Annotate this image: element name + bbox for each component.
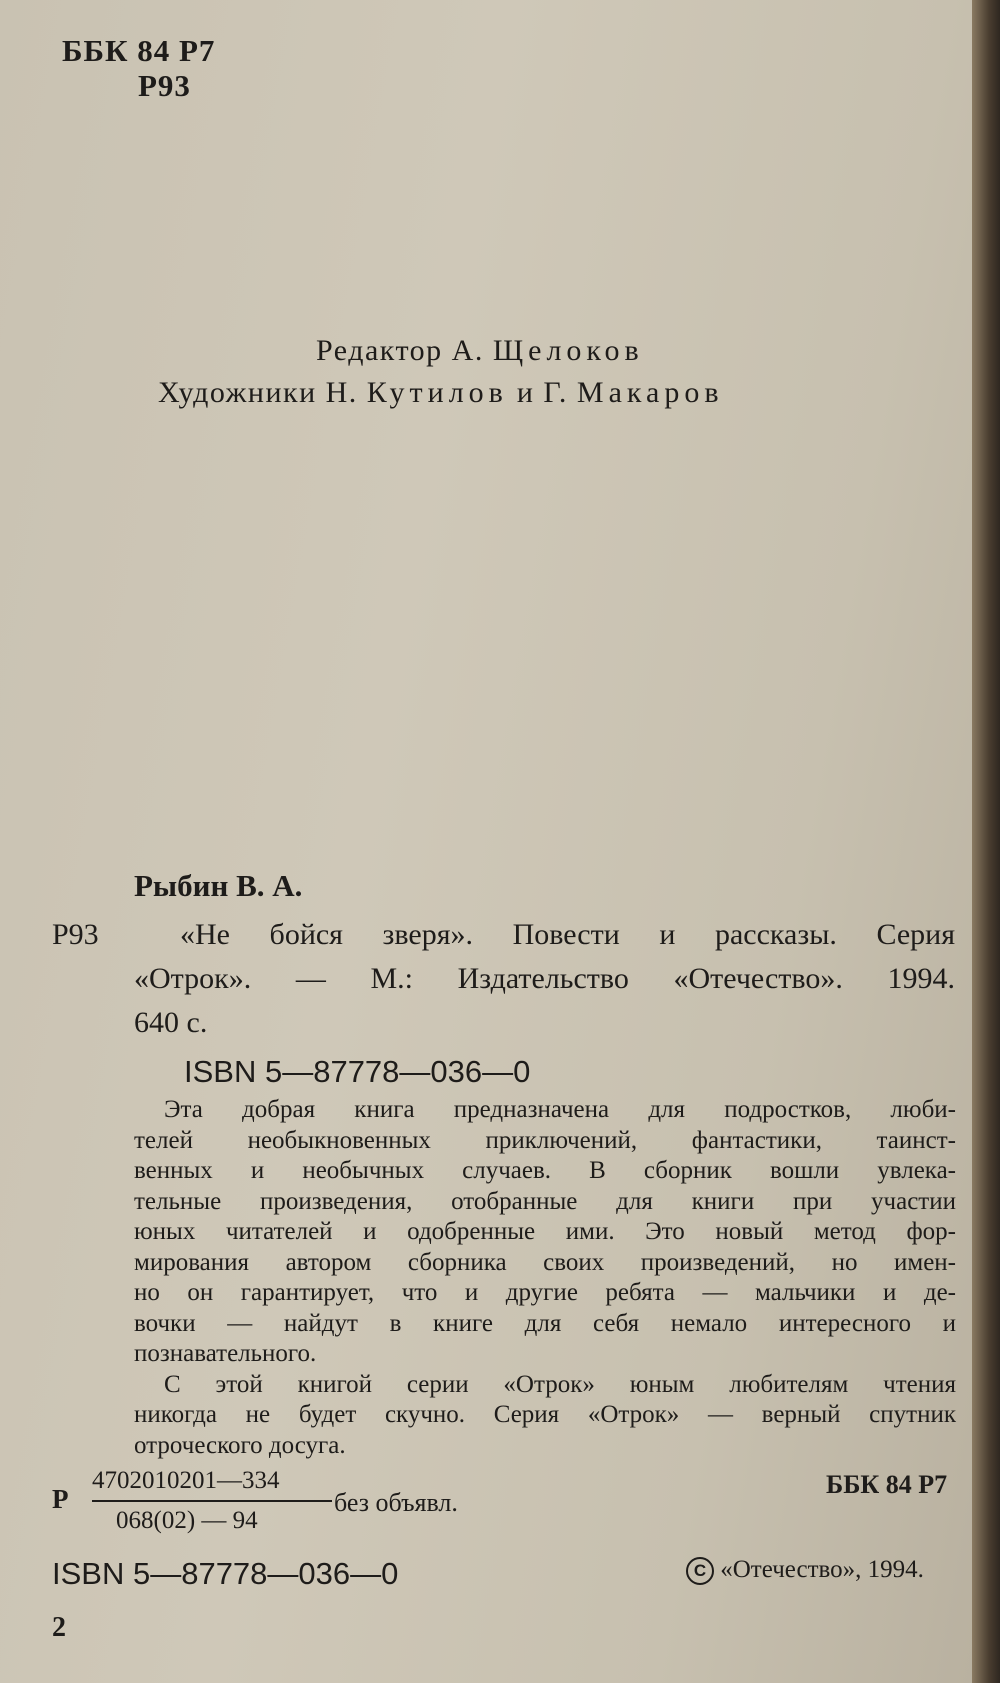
editor-name: Щелоков: [492, 334, 644, 367]
footer-bbk: ББК 84 Р7: [826, 1470, 948, 1499]
bbk-header: ББК 84 Р7: [62, 33, 216, 68]
footer-copyright: [686, 1556, 924, 1585]
annotation-line: С этой книгой серии «Отрок» юным любителям чтения: [164, 1370, 956, 1398]
footer-denominator: 068(02) — 94: [116, 1507, 258, 1534]
annotation-line: венных и необычных случаев. В сборник вошли увлека-: [134, 1157, 956, 1184]
book-page-edge: [972, 0, 1000, 1683]
copyright-icon: C: [686, 1557, 714, 1585]
annotation-paragraph-1: [134, 1095, 956, 1370]
editor-label: Редактор А.: [316, 334, 484, 367]
annotation-line: познавательного.: [134, 1340, 317, 1367]
annotation-line: телей необыкновенных приключений, фантастики, таинст-: [134, 1126, 956, 1154]
annotation-line: юных читателей и одобренные ими. Это новый метод фор-: [134, 1218, 956, 1245]
annotation-line: вочки — найдут в книге для себя немало интересного и: [134, 1309, 956, 1337]
artists-label: Художники Н.: [158, 376, 358, 409]
record-title-line-1: «Не бойся зверя». Повести и рассказы. Серия: [180, 918, 955, 951]
page-number: 2: [52, 1612, 66, 1643]
author-code-header: Р93: [138, 68, 191, 103]
copyright-text: «Отечество», 1994.: [720, 1556, 924, 1583]
record-isbn: ISBN 5—87778—036—0: [184, 1054, 531, 1089]
fraction-line: [92, 1500, 332, 1502]
artist-two-name: Макаров: [576, 376, 724, 409]
footer-isbn: ISBN 5—87778—036—0: [52, 1556, 399, 1591]
artists-credit: [158, 376, 723, 410]
annotation-paragraph-2: [134, 1370, 956, 1462]
record-code: Р93: [52, 918, 99, 951]
annotation-line: никогда не будет скучно. Серия «Отрок» — верный спутник: [134, 1401, 956, 1428]
record-title-line-3: 640 с.: [134, 1006, 208, 1039]
annotation: [134, 1095, 956, 1461]
author-heading: Рыбин В. А.: [134, 868, 303, 903]
artist-two-initial: Г.: [543, 376, 568, 409]
footer-letter: Р: [52, 1484, 69, 1514]
footer-numerator: 4702010201—334: [92, 1467, 280, 1494]
annotation-line: мирования автором сборника своих произведений, но имен-: [134, 1248, 956, 1276]
annotation-line: тельные произведения, отобранные для книги при участии: [134, 1187, 956, 1215]
footer-no-ads: без объявл.: [334, 1488, 458, 1517]
annotation-line: Эта добрая книга предназначена для подростков, люби-: [164, 1096, 956, 1123]
record-title-line-2: «Отрок». — М.: Издательство «Отечество». 1994.: [134, 962, 955, 995]
artist-one-name: Кутилов: [366, 376, 508, 409]
artists-conjunction: и: [516, 376, 535, 409]
editor-credit: [316, 334, 644, 368]
annotation-line: отроческого досуга.: [134, 1431, 346, 1459]
annotation-line: но он гарантирует, что и другие ребята — мальчики и де-: [134, 1279, 956, 1306]
